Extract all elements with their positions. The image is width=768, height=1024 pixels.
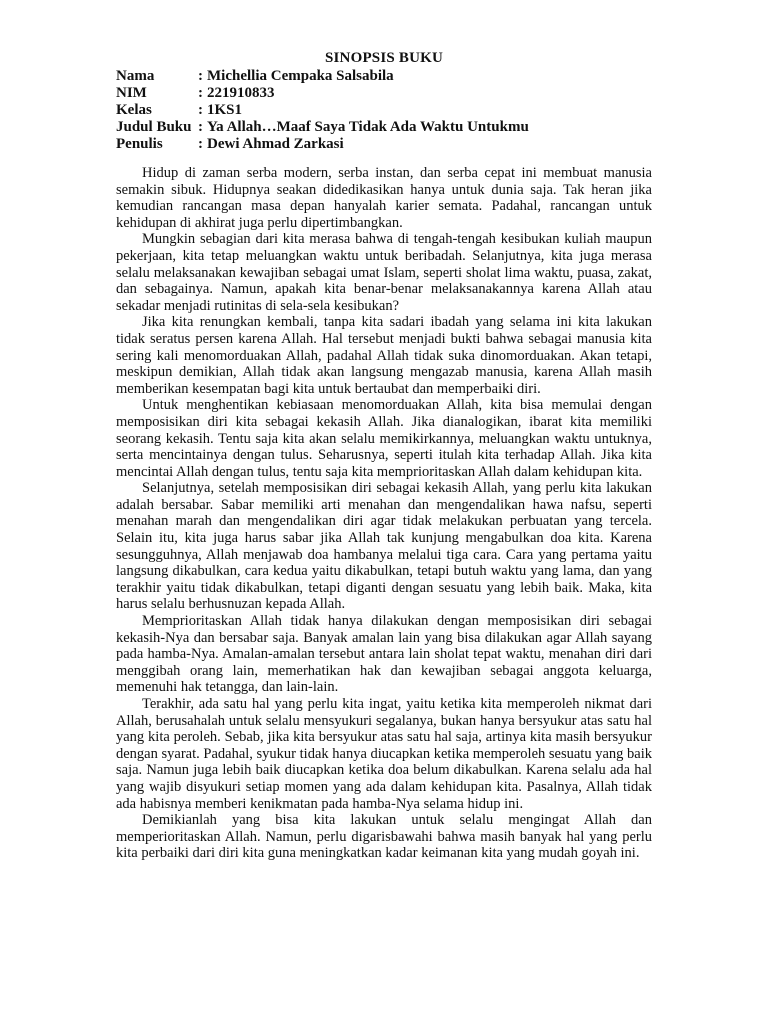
meta-separator: : (198, 136, 203, 152)
meta-value: Michellia Cempaka Salsabila (207, 68, 394, 84)
paragraph: Memprioritaskan Allah tidak hanya dilakukan dengan memposisikan diri sebagai kekasih-Nya dan bersabar saja. Banyak amalan lain yang bisa dilakukan agar Allah sayang pada hamba-Nya. Amalan-amalan tersebut antara lain sholat tepat waktu, menahan diri dari menggibah orang lain, memerhatikan hak dan kewajiban sebagai anggota keluarga, memenuhi hak tetangga, dan lain-lain. (116, 613, 652, 696)
meta-label: Judul Buku (116, 119, 192, 135)
paragraph: Mungkin sebagian dari kita merasa bahwa di tengah-tengah kesibukan kuliah maupun pekerjaan, kita tetap meluangkan waktu untuk beribadah. Selanjutnya, kita juga merasa selalu melaksanakan kewajiban sebagai umat Islam, seperti sholat lima waktu, puasa, zakat, dan sebagainya. Namun, apakah kita benar-benar melaksanakannya karena Allah atau sekadar menjadi rutinitas di sela-sela kesibukan? (116, 231, 652, 314)
meta-value: Dewi Ahmad Zarkasi (207, 136, 344, 152)
meta-separator: : (198, 102, 203, 118)
meta-separator: : (198, 85, 203, 101)
meta-separator: : (198, 68, 203, 84)
meta-label: Kelas (116, 102, 152, 118)
paragraph: Demikianlah yang bisa kita lakukan untuk selalu mengingat Allah dan memperioritaskan Allah. Namun, perlu digarisbawahi bahwa masih banyak hal yang perlu kita perbaiki dari diri kita guna meningkatkan kadar keimanan kita yang mudah goyah ini. (116, 812, 652, 862)
meta-row-nim (116, 85, 676, 102)
meta-row-nama (116, 68, 676, 85)
meta-label: Nama (116, 68, 155, 84)
meta-label: NIM (116, 85, 147, 101)
paragraph: Terakhir, ada satu hal yang perlu kita ingat, yaitu ketika kita memperoleh nikmat dari Allah, berusahalah untuk selalu mensyukuri segalanya, bukan hanya bersyukur atas satu hal yang kita peroleh. Sebab, jika kita bersyukur atas satu hal saja, artinya kita masih bersyukur dengan syarat. Padahal, syukur tidak hanya diucapkan ketika memperoleh sesuatu yang baik saja. Namun juga lebih baik diucapkan ketika doa belum dikabulkan. Karena selalu ada hal yang wajib disyukuri setiap momen yang ada dalam kehidupan kita. Pasalnya, Allah tidak ada habisnya memberi kenikmatan pada hamba-Nya selama hidup ini. (116, 696, 652, 812)
meta-value: 221910833 (207, 85, 275, 101)
meta-row-kelas (116, 102, 676, 119)
paragraph: Selanjutnya, setelah memposisikan diri sebagai kekasih Allah, yang perlu kita lakukan adalah bersabar. Sabar memiliki arti menahan dan mengendalikan hawa nafsu, seperti menahan marah dan mengendalikan diri agar tidak melakukan perbuatan yang tercela. Selain itu, kita juga harus sabar jika Allah tak kunjung mengabulkan doa kita. Karena sesungguhnya, Allah menjawab doa hambanya melalui tiga cara. Cara yang pertama yaitu langsung dikabulkan, cara kedua yaitu dikabulkan, tetapi butuh waktu yang lama, dan yang terakhir yaitu tidak dikabulkan, tetapi diganti dengan sesuatu yang lebih baik. Maka, kita harus selalu berhusnuzan kepada Allah. (116, 480, 652, 613)
meta-value: Ya Allah…Maaf Saya Tidak Ada Waktu Untukmu (207, 119, 529, 135)
paragraph: Hidup di zaman serba modern, serba instan, dan serba cepat ini membuat manusia semakin sibuk. Hidupnya seakan didedikasikan hanya untuk dunia saja. Tak heran jika kemudian rancangan masa depan hanyalah karier semata. Padahal, rancangan untuk kehidupan di akhirat juga perlu dipertimbangkan. (116, 165, 652, 231)
meta-value: 1KS1 (207, 102, 243, 118)
meta-separator: : (198, 119, 203, 135)
document-title: SINOPSIS BUKU (324, 50, 444, 66)
meta-row-penulis (116, 136, 676, 153)
synopsis-body (116, 165, 652, 862)
paragraph: Untuk menghentikan kebiasaan menomorduakan Allah, kita bisa memulai dengan memposisikan diri kita sebagai kekasih Allah. Jika dianalogikan, ibarat kita memiliki seorang kekasih. Tentu saja kita akan selalu memikirkannya, meluangkan waktu untuknya, serta mencintainya dengan tulus. Seharusnya, seperti itulah kita terhadap Allah. Jika kita mencintai Allah dengan tulus, tentu saja kita memprioritaskan Allah dalam kehidupan kita. (116, 397, 652, 480)
meta-label: Penulis (116, 136, 163, 152)
paragraph: Jika kita renungkan kembali, tanpa kita sadari ibadah yang selama ini kita lakukan tidak seratus persen karena Allah. Hal tersebut menjadi bukti bahwa sebagai manusia kita sering kali menomorduakan Allah, padahal Allah tidak suka dinomorduakan. Akan tetapi, meskipun demikian, Allah tidak akan langsung mengazab manusia, karena Allah masih memberikan kesempatan bagi kita untuk bertaubat dan memperbaiki diri. (116, 314, 652, 397)
metadata-block (116, 68, 676, 153)
meta-row-judul-buku (116, 119, 676, 136)
